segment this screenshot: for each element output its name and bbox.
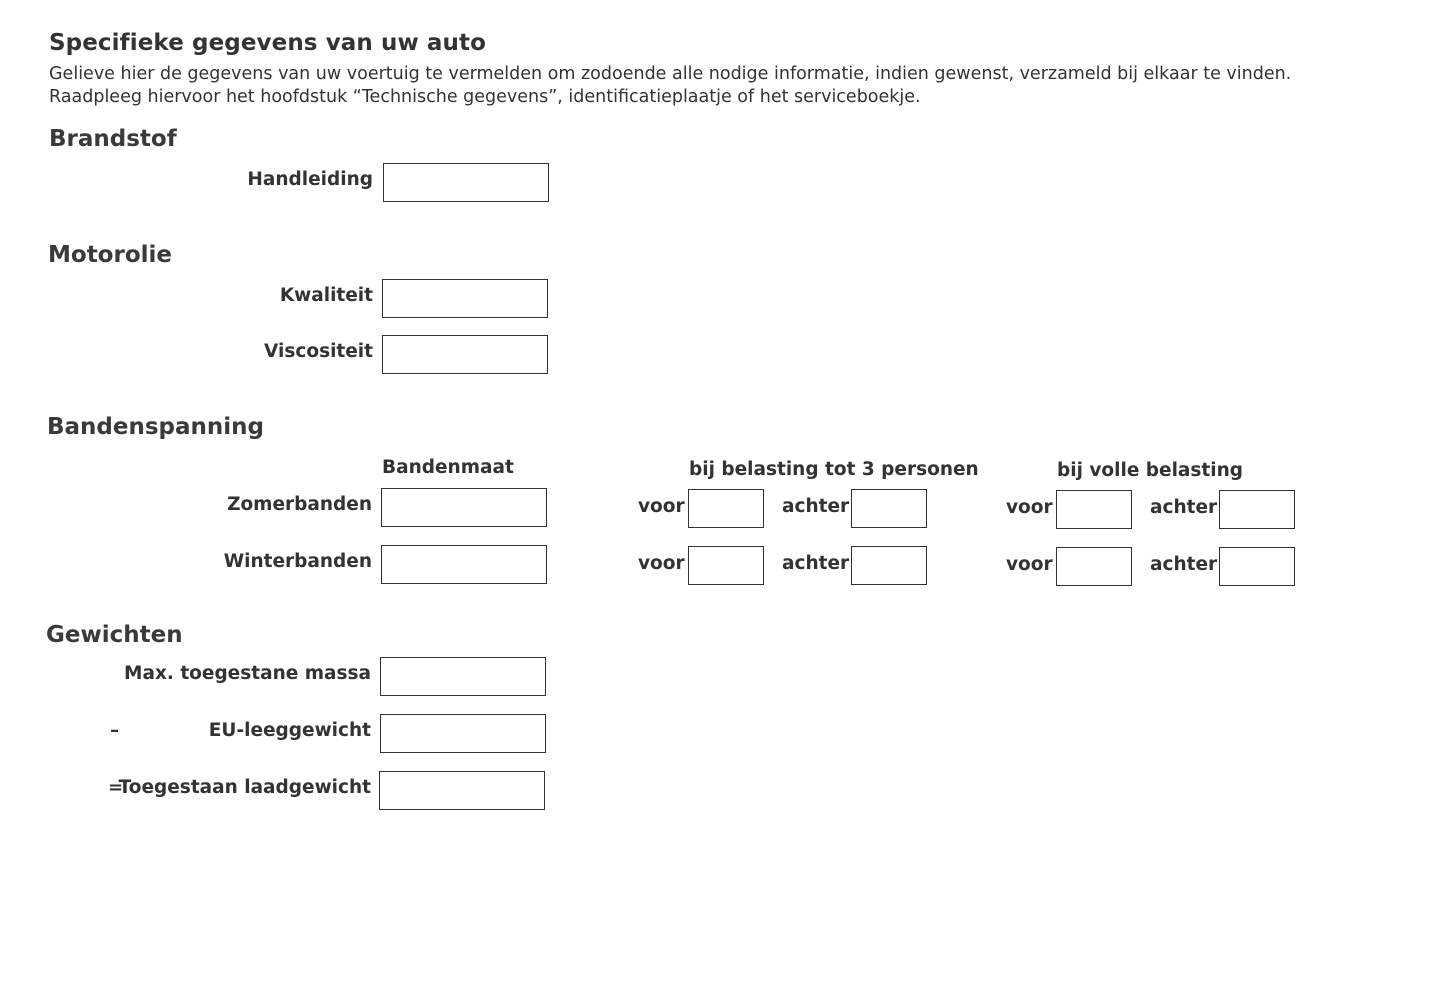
winterbanden-label: Winterbanden (223, 551, 372, 572)
minus-sign: – (110, 720, 119, 741)
leeggewicht-field[interactable] (380, 714, 546, 753)
zomer-voor-3p-field[interactable] (688, 489, 764, 528)
zomer-achter-vol-field[interactable] (1219, 490, 1295, 529)
winterbanden-bandenmaat-field[interactable] (381, 545, 547, 584)
equals-sign: = (108, 777, 124, 798)
section-motorolie-heading: Motorolie (48, 242, 172, 268)
zomer-achter-3p-label: achter (782, 496, 850, 517)
winter-achter-vol-field[interactable] (1219, 547, 1295, 586)
col-bandenmaat-heading: Bandenmaat (382, 457, 514, 478)
leeggewicht-label: EU-leeggewicht (208, 720, 371, 741)
max-massa-label: Max. toegestane massa (124, 663, 371, 684)
laadgewicht-field[interactable] (379, 771, 545, 810)
intro-line-1: Gelieve hier de gegevens van uw voertuig te vermelden om zodoende alle nodige informatie, indien gewenst, verzameld bij elkaar te vinden. (49, 64, 1292, 84)
section-gewichten-heading: Gewichten (46, 622, 183, 648)
winter-achter-3p-field[interactable] (851, 546, 927, 585)
zomer-voor-vol-label: voor (1006, 497, 1053, 518)
winter-voor-3p-field[interactable] (688, 546, 764, 585)
winter-achter-vol-label: achter (1150, 554, 1218, 575)
viscositeit-label: Viscositeit (264, 341, 373, 362)
winter-voor-3p-label: voor (638, 553, 685, 574)
laadgewicht-label: Toegestaan laadgewicht (118, 777, 371, 798)
kwaliteit-field[interactable] (382, 279, 548, 318)
winter-achter-3p-label: achter (782, 553, 850, 574)
page-title: Specifieke gegevens van uw auto (49, 30, 487, 56)
section-brandstof-heading: Brandstof (49, 126, 177, 152)
winter-voor-vol-field[interactable] (1056, 547, 1132, 586)
zomerbanden-label: Zomerbanden (227, 494, 372, 515)
section-bandenspanning-heading: Bandenspanning (47, 414, 265, 440)
viscositeit-field[interactable] (382, 335, 548, 374)
winter-voor-vol-label: voor (1006, 554, 1053, 575)
zomer-voor-vol-field[interactable] (1056, 490, 1132, 529)
zomer-achter-3p-field[interactable] (851, 489, 927, 528)
kwaliteit-label: Kwaliteit (279, 285, 373, 306)
zomer-achter-vol-label: achter (1150, 497, 1218, 518)
zomerbanden-bandenmaat-field[interactable] (381, 488, 547, 527)
handleiding-field[interactable] (383, 163, 549, 202)
zomer-voor-3p-label: voor (638, 496, 685, 517)
handleiding-label: Handleiding (247, 169, 373, 190)
col-3personen-heading: bij belasting tot 3 personen (689, 459, 979, 480)
max-massa-field[interactable] (380, 657, 546, 696)
intro-line-2: Raadpleeg hiervoor het hoofdstuk “Technische gegevens”, identificatieplaatje of het serviceboekje. (49, 87, 921, 107)
col-volle-belasting-heading: bij volle belasting (1057, 460, 1244, 481)
